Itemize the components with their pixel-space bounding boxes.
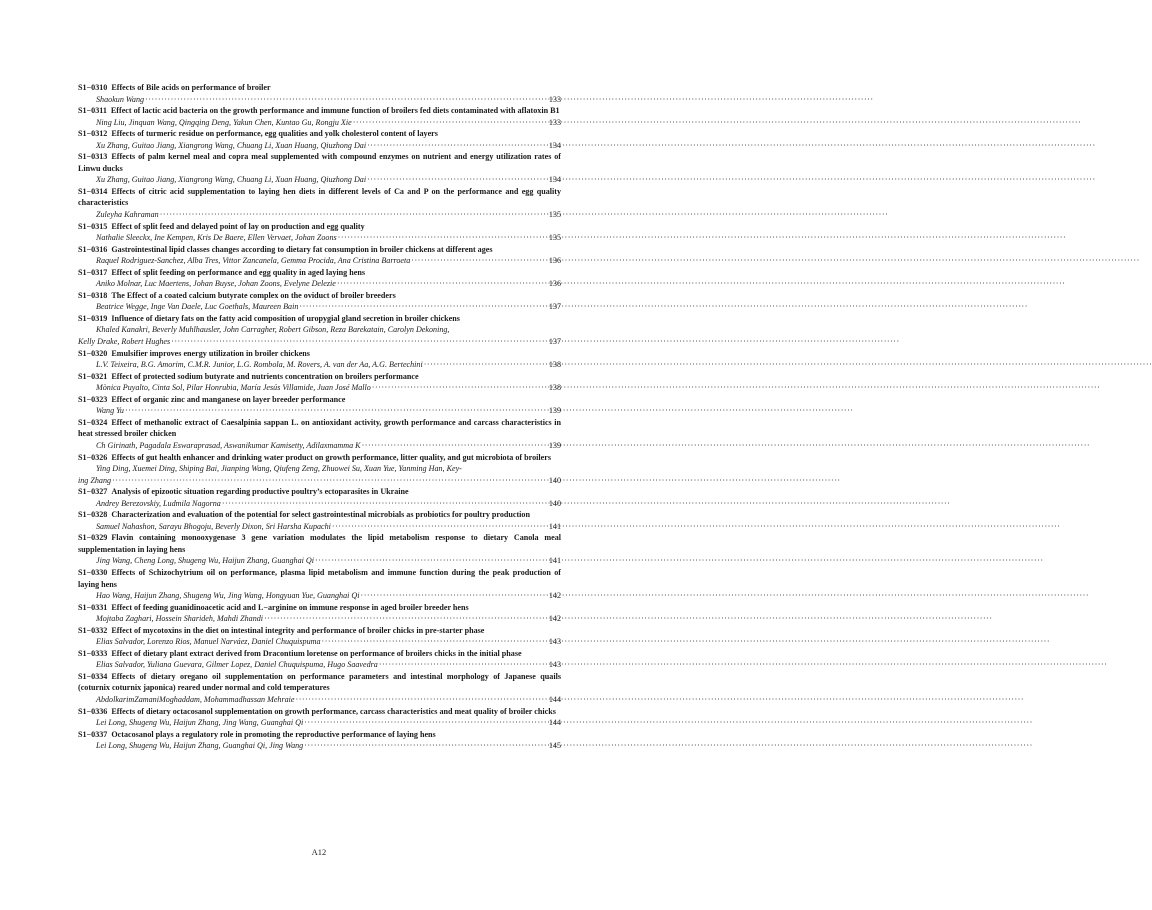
page-number: 135 [548, 210, 561, 220]
abstract-title: Effect of methanolic extract of Caesalpinia sappan L. on antioxidant activity, growth performance and carcass characteristics in heat stressed broiler chicken [78, 417, 561, 439]
authors-line [78, 694, 561, 706]
dot-leader [367, 174, 548, 186]
toc-entry [78, 509, 561, 532]
page-number: 145 [548, 741, 561, 751]
abstract-title: Effects of dietary oregano oil supplementation on performance parameters and intestinal morphology of Japanese quails (coturnix coturnix japonica) reared under normal and cold temperatures [78, 671, 561, 693]
entry-title-line [78, 128, 561, 140]
abstract-title: Emulsifier improves energy utilization in broiler chickens [111, 348, 310, 358]
page-number: 144 [548, 694, 561, 704]
dot-leader [411, 255, 548, 267]
dot-leader [424, 359, 548, 371]
entry-title-line [78, 221, 561, 233]
page-number: 140 [548, 475, 561, 485]
authors-line [78, 475, 561, 487]
abstract-title: Effects of Schizochytrium oil on performance, plasma lipid metabolism and immune function during the peak production of laying hens [78, 567, 561, 589]
toc-entry [78, 128, 561, 151]
abstract-code: S1−0318 [78, 290, 108, 300]
abstract-title: Effect of organic zinc and manganese on layer breeder performance [111, 394, 346, 404]
toc-entry [78, 729, 561, 752]
authors-line [78, 717, 561, 729]
authors-line [78, 521, 561, 533]
abstract-title: The Effect of a coated calcium butyrate complex on the oviduct of broiler breeders [111, 290, 396, 300]
toc-entry [78, 105, 561, 128]
authors: Wang Yu [96, 406, 124, 416]
abstract-code: S1−0332 [78, 625, 108, 635]
authors: Xu Zhang, Guitao Jiang, Xiangrong Wang, Chuang Li, Xuan Huang, Qiuzhong Dai [96, 175, 367, 185]
dot-leader [353, 117, 548, 129]
authors-line [78, 301, 561, 313]
dot-leader [125, 405, 548, 417]
page-number: 144 [548, 718, 561, 728]
abstract-code: S1−0320 [78, 348, 108, 358]
authors: Shaokun Wang [96, 94, 145, 104]
authors-line [78, 613, 561, 625]
authors: Xu Zhang, Guitao Jiang, Xiangrong Wang, Chuang Li, Xuan Huang, Qiuzhong Dai [96, 140, 367, 150]
abstract-code: S1−0323 [78, 394, 108, 404]
authors: Aniko Molnar, Luc Maertens, Johan Buyse, Johan Zoons, Evelyne Delezie [96, 279, 336, 289]
authors: AbdolkarimZamaniMoghaddam, Mohammadhassan Mehraie [96, 694, 295, 704]
toc-entry [78, 290, 561, 313]
page-number: 139 [548, 406, 561, 416]
authors-line [78, 405, 561, 417]
page-number-label: A12 [311, 847, 327, 857]
authors: Mònica Puyalto, Cinta Sol, Pilar Honrubia, María Jesús Villamide, Juan José Mallo [96, 383, 371, 393]
dot-leader [362, 440, 548, 452]
entry-title-line [78, 671, 561, 694]
authors: Andrey Berezovskiy, Ludmila Nagorna [96, 498, 221, 508]
abstract-code: S1−0321 [78, 371, 108, 381]
abstract-title: Effects of dietary octacosanol supplementation on growth performance, carcass characteristics and meat quality of broiler chicks [111, 706, 556, 716]
abstract-title: Flavin containing monooxygenase 3 gene variation modulates the lipid metabolism response to dietary Canola meal supplementation in laying hens [78, 533, 561, 554]
dot-leader [299, 301, 547, 313]
dot-leader [337, 278, 548, 290]
page-number: 133 [548, 117, 561, 127]
authors-line [78, 209, 561, 221]
entry-title-line [78, 417, 561, 440]
dot-leader [315, 555, 548, 567]
abstract-title: Effect of mycotoxins in the diet on intestinal integrity and performance of broiler chicks in pre‐starter phase [111, 625, 485, 635]
authors-line [78, 232, 561, 244]
authors-line [78, 659, 561, 671]
authors-line [78, 740, 561, 752]
entry-title-line [78, 371, 561, 383]
toc-list [78, 82, 561, 752]
toc-entry [78, 313, 561, 348]
entry-title-line [78, 186, 561, 209]
abstract-title: Characterization and evaluation of the potential for select gastrointestinal microbials as probiotics for poultry production [111, 510, 530, 520]
entry-title-line [78, 244, 561, 256]
toc-entry [78, 394, 561, 417]
entry-title-line [78, 509, 561, 521]
authors-line [78, 440, 561, 452]
dot-leader [296, 694, 548, 706]
abstract-title: Effect of dietary plant extract derived from Dracontium loretense on performance of broilers chicks in the initial phase [111, 648, 522, 658]
page-number: 136 [548, 279, 561, 289]
authors: Mojtaba Zaghari, Hossein Sharideh, Mahdi Zhandi [96, 614, 264, 624]
page-footer [0, 847, 638, 857]
abstract-code: S1−0327 [78, 487, 108, 497]
dot-leader [264, 613, 548, 625]
abstract-code: S1−0314 [78, 186, 108, 196]
dot-leader [160, 209, 548, 221]
abstract-code: S1−0331 [78, 602, 108, 612]
authors-line [78, 94, 561, 106]
page-number: 142 [548, 591, 561, 601]
page-number: 137 [548, 337, 561, 347]
authors-line [78, 336, 561, 348]
authors: ing Zhang [78, 475, 112, 485]
abstract-title: Effect of protected sodium butyrate and nutrients concentration on broilers performance [111, 371, 419, 381]
dot-leader [112, 475, 548, 487]
dot-leader [171, 336, 548, 348]
toc-entry [78, 82, 561, 105]
authors: Kelly Drake, Robert Hughes [78, 337, 171, 347]
authors-first-line: Ying Ding, Xuemei Ding, Shiping Bai, Jianping Wang, Qiufeng Zeng, Zhuowei Su, Xuan Yue, Yanming Han, Key- [96, 464, 462, 474]
toc-entry [78, 671, 561, 706]
abstract-title: Octacosanol plays a regulatory role in promoting the reproductive performance of laying hens [111, 729, 436, 739]
abstract-code: S1−0329 [78, 533, 108, 543]
dot-leader [361, 590, 548, 602]
abstract-title: Effect of split feed and delayed point of lay on production and egg quality [111, 221, 365, 231]
entry-title-line [78, 151, 561, 174]
page-number: 138 [548, 360, 561, 370]
abstract-code: S1−0312 [78, 129, 108, 139]
dot-leader [379, 659, 548, 671]
entry-title-line [78, 486, 561, 498]
dot-leader [145, 94, 548, 106]
authors: Samuel Nahashon, Sarayu Bhogoju, Beverly Dixon, Sri Harsha Kupachi [96, 521, 331, 531]
authors-line [78, 117, 561, 129]
abstract-code: S1−0311 [78, 106, 107, 116]
abstract-code: S1−0334 [78, 671, 108, 681]
abstract-title: Effect of lactic acid bacteria on the growth performance and immune function of broilers fed diets contaminated with aflatoxin B1 [110, 106, 560, 116]
entry-title-line [78, 394, 561, 406]
page-number: 135 [548, 233, 561, 243]
dot-leader [338, 232, 548, 244]
authors-line [78, 382, 561, 394]
dot-leader [304, 740, 548, 752]
abstract-title: Effects of gut health enhancer and drinking water product on growth performance, litter quality, and gut microbiota of broilers [111, 452, 551, 462]
abstract-title: Influence of dietary fats on the fatty acid composition of uropygial gland secretion in broiler chickens [111, 313, 460, 323]
toc-entry [78, 706, 561, 729]
abstract-code: S1−0317 [78, 267, 108, 277]
toc-entry [78, 267, 561, 290]
entry-title-line [78, 625, 561, 637]
dot-leader [332, 521, 548, 533]
toc-entry [78, 486, 561, 509]
entry-title-line [78, 602, 561, 614]
abstract-code: S1−0326 [78, 452, 108, 462]
toc-entry [78, 602, 561, 625]
toc-entry [78, 221, 561, 244]
page-number: 136 [548, 256, 561, 266]
authors: L.V. Teixeira, B.G. Amorim, C.M.R. Junior, L.G. Rombola, M. Rovers, A. van der Aa, A.G. Bertechini [96, 360, 423, 370]
abstract-code: S1−0316 [78, 244, 108, 254]
abstract-title: Effects of citric acid supplementation to laying hen diets in different levels of Ca and P on the performance and egg quality characteristics [78, 186, 561, 208]
abstract-title: Effects of palm kernel meal and copra meal supplemented with compound enzymes on nutrient and energy utilization rates of Linwu ducks [78, 152, 561, 173]
page-number: 133 [548, 94, 561, 104]
entry-title-line [78, 532, 561, 555]
page-number: 134 [548, 175, 561, 185]
entry-title-line [78, 729, 561, 741]
authors-first-line: Khaled Kanakri, Beverly Muhlhausler, John Carragher, Robert Gibson, Reza Barekatain, Carolyn Dekoning, [96, 325, 450, 335]
abstract-code: S1−0319 [78, 313, 108, 323]
abstract-code: S1−0324 [78, 417, 108, 427]
page-number: 137 [548, 302, 561, 312]
authors: Ning Liu, Jinquan Wang, Qingqing Deng, Yakun Chen, Kuntao Gu, Rongju Xie [96, 117, 352, 127]
authors-line [78, 590, 561, 602]
abstract-title: Gastrointestinal lipid classes changes according to dietary fat consumption in broiler chickens at different ages [111, 244, 493, 254]
abstract-title: Effect of split feeding on performance and egg quality in aged laying hens [111, 267, 365, 277]
page-number: 143 [548, 660, 561, 670]
abstract-title: Effects of Bile acids on performance of broiler [111, 83, 271, 92]
authors-line [78, 174, 561, 186]
page-number: 143 [548, 637, 561, 647]
toc-entry [78, 244, 561, 267]
abstract-title: Effects of turmeric residue on performance, egg qualities and yolk cholesterol content of layers [111, 129, 438, 139]
page-number: 134 [548, 140, 561, 150]
entry-title-line [78, 267, 561, 279]
abstract-title: Analysis of epizootic situation regarding productive poultry’s ectoparasites in Ukraine [111, 487, 409, 497]
abstract-code: S1−0337 [78, 729, 108, 739]
abstract-code: S1−0333 [78, 648, 108, 658]
toc-entry [78, 452, 561, 487]
abstract-code: S1−0313 [78, 152, 108, 162]
abstract-code: S1−0315 [78, 221, 108, 231]
entry-title-line [78, 567, 561, 590]
authors: Jing Wang, Cheng Long, Shugeng Wu, Haijun Zhang, Guanghai Qi [96, 556, 315, 566]
authors: Lei Long, Shugeng Wu, Haijun Zhang, Guanghai Qi, Jing Wang [96, 741, 304, 751]
authors: Elias Salvador, Lorenzo Rios, Manuel Narváez, Daniel Chuquispuma [96, 637, 321, 647]
entry-title-line [78, 313, 561, 325]
abstract-code: S1−0310 [78, 83, 108, 92]
authors: Elias Salvador, Yuliana Guevara, Gilmer Lopez, Daniel Chuquispuma, Hugo Saavedra [96, 660, 378, 670]
dot-leader [367, 140, 548, 152]
authors: Raquel Rodriguez-Sanchez, Alba Tres, Vittor Zancanela, Gemma Procida, Ana Cristina Barroeta [96, 256, 411, 266]
abstract-code: S1−0328 [78, 510, 108, 520]
authors-line [78, 359, 561, 371]
toc-entry [78, 417, 561, 452]
authors-line [78, 140, 561, 152]
page-number: 141 [548, 556, 561, 566]
toc-entry [78, 532, 561, 567]
toc-entry [78, 186, 561, 221]
toc-entry [78, 567, 561, 602]
authors-line [78, 278, 561, 290]
page-number: 139 [548, 440, 561, 450]
toc-entry [78, 625, 561, 648]
entry-title-line [78, 105, 561, 117]
toc-entry [78, 371, 561, 394]
authors: Beatrice Wegge, Inge Van Daele, Luc Goethals, Maureen Bain [96, 302, 299, 312]
authors-line [78, 498, 561, 510]
page-number: 140 [548, 498, 561, 508]
abstract-code: S1−0330 [78, 567, 108, 577]
dot-leader [372, 382, 548, 394]
authors-line [78, 555, 561, 567]
authors: Zuleyha Kahraman [96, 210, 159, 220]
authors: Lei Long, Shugeng Wu, Haijun Zhang, Jing Wang, Guanghai Qi [96, 718, 304, 728]
entry-title-line [78, 290, 561, 302]
authors-line [78, 636, 561, 648]
dot-leader [322, 636, 548, 648]
authors: Hao Wang, Haijun Zhang, Shugeng Wu, Jing Wang, Hongyuan Yue, Guanghai Qi [96, 591, 360, 601]
entry-title-line [78, 452, 561, 464]
toc-entry [78, 648, 561, 671]
abstract-title: Effect of feeding guanidinoacetic acid and L−arginine on immune response in aged broiler breeder hens [111, 602, 469, 612]
abstract-code: S1−0336 [78, 706, 108, 716]
authors: Ch Girinath, Pagadala Eswaraprasad, Aswanikumar Kamisetty, Adilaxmamma K [96, 440, 361, 450]
page-number: 138 [548, 383, 561, 393]
entry-title-line [78, 648, 561, 660]
entry-title-line [78, 348, 561, 360]
page-number: 142 [548, 614, 561, 624]
dot-leader [222, 498, 548, 510]
entry-title-line [78, 82, 561, 94]
entry-title-line [78, 706, 561, 718]
toc-entry [78, 348, 561, 371]
page-number: 141 [548, 521, 561, 531]
authors-line [78, 255, 561, 267]
dot-leader [304, 717, 548, 729]
toc-entry [78, 151, 561, 186]
authors: Nathalie Sleeckx, Ine Kempen, Kris De Baere, Ellen Vervaet, Johan Zoons [96, 233, 337, 243]
